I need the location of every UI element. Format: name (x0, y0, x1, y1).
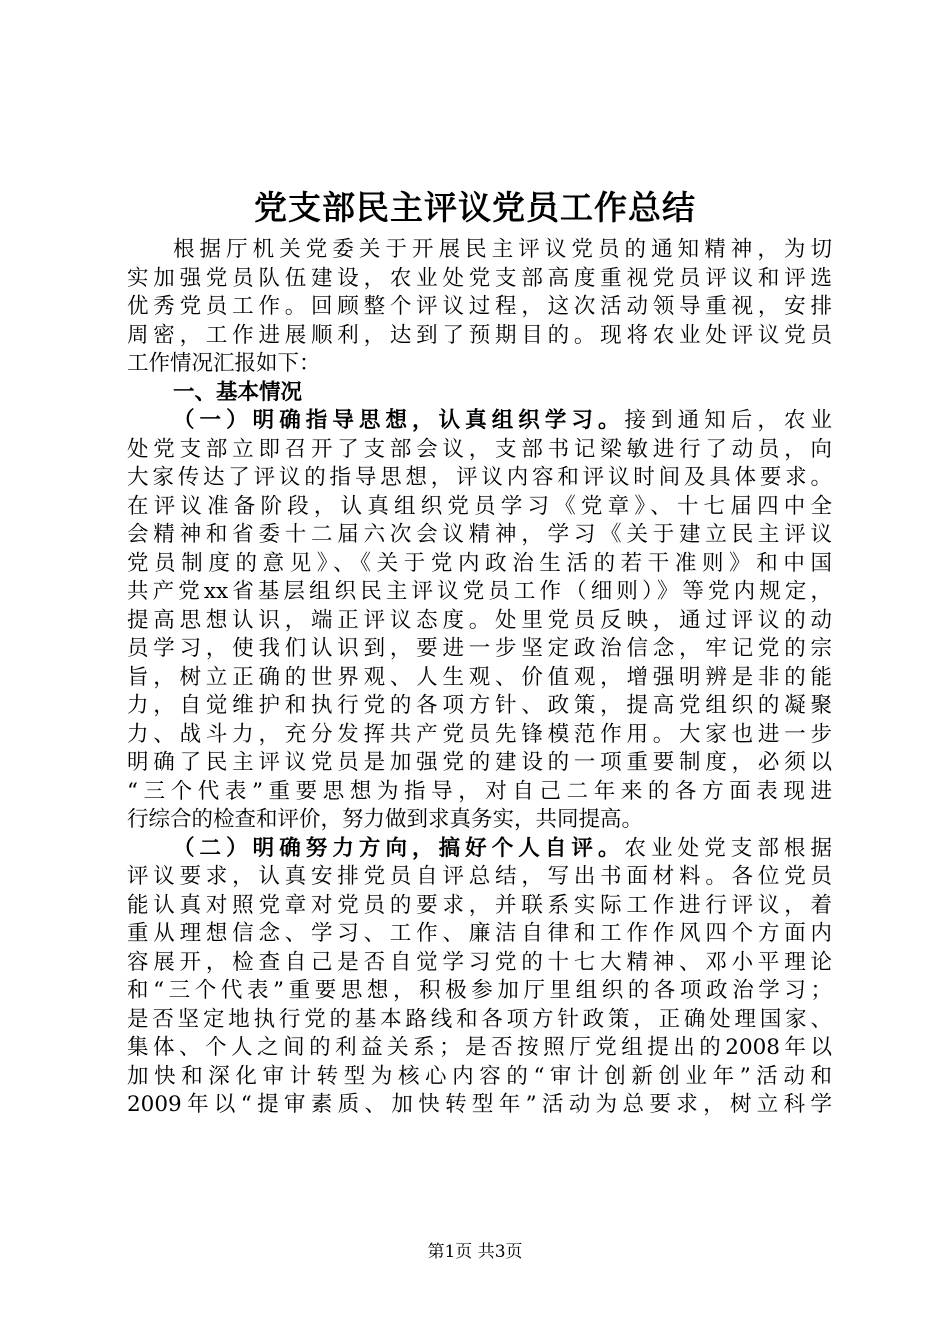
paragraph-line: 实加强党员队伍建设，农业处党支部高度重视党员评议和评选 (127, 265, 832, 291)
paragraph-line: 加快和深化审计转型为核心内容的“审计创新创业年”活动和 (127, 1063, 832, 1089)
paragraph-line: 明确了民主评议党员是加强党的建设的一项重要制度，必须以 (127, 750, 832, 775)
paragraph-line: 提高思想认识，端正评议态度。处里党员反映，通过评议的动 (127, 607, 832, 633)
document-title: 党支部民主评议党员工作总结 (254, 188, 696, 227)
paragraph-line: 是否坚定地执行党的基本路线和各项方针政策，正确处理国家、 (127, 1006, 832, 1032)
paragraph-line: 和“三个代表”重要思想，积极参加厅里组织的各项政治学习； (127, 978, 832, 1003)
paragraph-line: 处党支部立即召开了支部会议，支部书记梁敏进行了动员，向 (127, 436, 832, 462)
paragraph-line: 重从理想信念、学习、工作、廉洁自律和工作作风四个方面内 (127, 921, 832, 946)
paragraph-line: “三个代表”重要思想为指导，对自己二年来的各方面表现进 (127, 778, 832, 804)
page-number-footer: 第1页 共3页 (427, 1242, 523, 1262)
paragraph-line: 力，自觉维护和执行党的各项方针、政策，提高党组织的凝聚 (127, 693, 832, 718)
paragraph-line: 集体、个人之间的利益关系；是否按照厅党组提出的2008年以 (127, 1035, 832, 1060)
paragraph-line: 会精神和省委十二届六次会议精神，学习《关于建立民主评议 (127, 522, 832, 547)
paragraph-line: 工作情况汇报如下： (127, 351, 321, 376)
document-body (127, 236, 832, 1120)
paragraph-line: 大家传达了评议的指导思想，评议内容和评议时间及具体要求。 (127, 465, 832, 490)
paragraph-line: 优秀党员工作。回顾整个评议过程，这次活动领导重视，安排 (127, 294, 832, 319)
paragraph-line (127, 407, 832, 436)
paragraph-line: 评议要求，认真安排党员自评总结，写出书面材料。各位党员 (127, 864, 832, 889)
paragraph-text: 农业处党支部根据 (624, 835, 832, 861)
paragraph-line: 员学习，使我们认识到，要进一步坚定政治信念，牢记党的宗 (127, 636, 832, 661)
subsection-lead: （一）明确指导思想，认真组织学习。 (173, 408, 625, 433)
paragraph-line: 行综合的检查和评价，努力做到求真务实，共同提高。 (127, 807, 644, 832)
paragraph-line: 共产党xx省基层组织民主评议党员工作（细则）》等党内规定， (127, 579, 832, 604)
paragraph-line: 力、战斗力，充分发挥共产党员先锋模范作用。大家也进一步 (127, 721, 832, 747)
paragraph-line (127, 835, 832, 864)
paragraph-line: 根据厅机关党委关于开展民主评议党员的通知精神，为切 (173, 237, 832, 262)
paragraph-line: 党员制度的意见》、《关于党内政治生活的若干准则》和中国 (127, 550, 832, 576)
paragraph-line: 容展开，检查自己是否自觉学习党的十七大精神、邓小平理论 (127, 949, 832, 975)
paragraph-line: 旨，树立正确的世界观、人生观、价值观，增强明辨是非的能 (127, 664, 832, 690)
section-heading: 一、基本情况 (173, 379, 303, 405)
paragraph-line: 2009年以“提审素质、加快转型年”活动为总要求，树立科学 (127, 1092, 832, 1117)
subsection-lead: （二）明确努力方向，搞好个人自评。 (173, 835, 625, 861)
paragraph-text: 接到通知后，农业 (624, 408, 832, 433)
paragraph-line: 周密，工作进展顺利，达到了预期目的。现将农业处评议党员 (127, 322, 832, 348)
paragraph-line: 在评议准备阶段，认真组织党员学习《党章》、十七届四中全 (127, 493, 832, 519)
paragraph-line: 能认真对照党章对党员的要求，并联系实际工作进行评议，着 (127, 892, 832, 918)
